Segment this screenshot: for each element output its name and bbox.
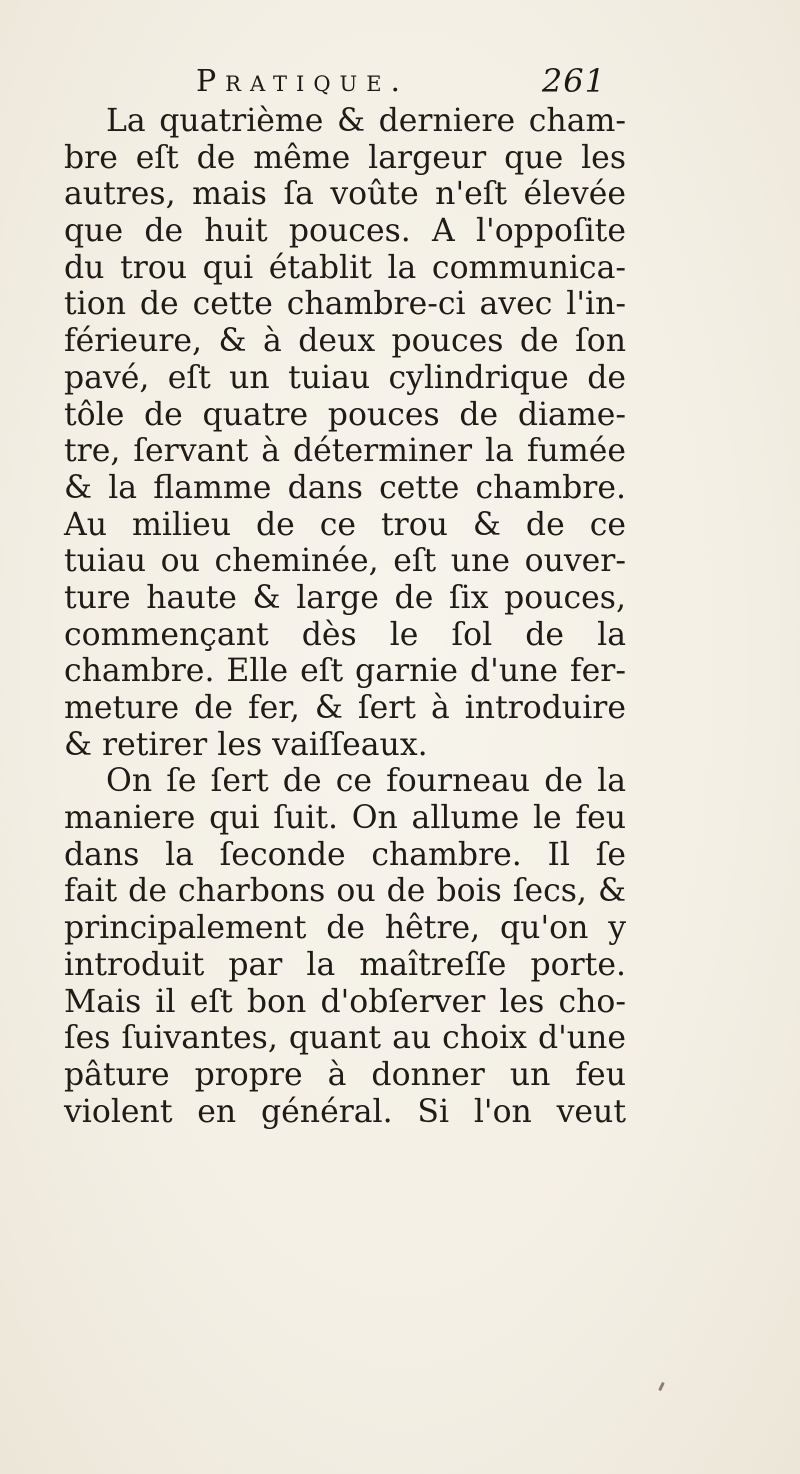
text-line: ture haute & large de ſix pouces, [64, 579, 626, 616]
text-line: autres, mais ſa voûte n'eſt élevée [64, 176, 626, 213]
body-text [64, 103, 626, 1130]
paragraph-1 [64, 103, 626, 763]
text-line: introduit par la maîtreſſe porte. [64, 946, 626, 983]
text-line: dans la ſeconde chambre. Il ſe [64, 836, 626, 873]
running-head [196, 58, 606, 108]
text-line: principalement de hêtre, qu'on y [64, 910, 626, 947]
paragraph-2 [64, 763, 626, 1130]
ink-speck [658, 1382, 665, 1391]
text-line: que de huit pouces. A l'oppoſite [64, 213, 626, 250]
page-number: 261 [541, 62, 606, 100]
text-line: Mais il eſt bon d'obſerver les cho- [64, 983, 626, 1020]
text-line: tôle de quatre pouces de diame- [64, 396, 626, 433]
text-line: pavé, eſt un tuiau cylindrique de [64, 359, 626, 396]
text-line: du trou qui établit la communica- [64, 249, 626, 286]
text-line: La quatrième & derniere cham- [106, 103, 626, 139]
text-line: commençant dès le ſol de la [64, 616, 626, 653]
text-line: maniere qui ſuit. On allume le feu [64, 800, 626, 837]
text-line: Au milieu de ce trou & de ce [64, 506, 626, 543]
text-line: tre, ſervant à déterminer la fumée [64, 433, 626, 470]
text-line: tuiau ou cheminée, eſt une ouver- [64, 543, 626, 580]
running-head-title: Pratique. [196, 64, 410, 99]
text-line: violent en général. Si l'on veut [64, 1093, 626, 1130]
text-line: fait de charbons ou de bois ſecs, & [64, 873, 626, 910]
text-line: ſes ſuivantes, quant au choix d'une [64, 1020, 626, 1057]
text-line: & la flamme dans cette chambre. [64, 469, 626, 506]
text-line: chambre. Elle eſt garnie d'une fer- [64, 653, 626, 690]
text-line: férieure, & à deux pouces de ſon [64, 323, 626, 360]
text-line: bre eſt de même largeur que les [64, 139, 626, 176]
text-line: tion de cette chambre-ci avec l'in- [64, 286, 626, 323]
text-line: pâture propre à donner un feu [64, 1056, 626, 1093]
text-line: meture de fer, & ſert à introduire [64, 690, 626, 726]
text-line: & retirer les vaiſſeaux. [64, 726, 428, 763]
text-line: On ſe ſert de ce fourneau de la [106, 763, 626, 800]
